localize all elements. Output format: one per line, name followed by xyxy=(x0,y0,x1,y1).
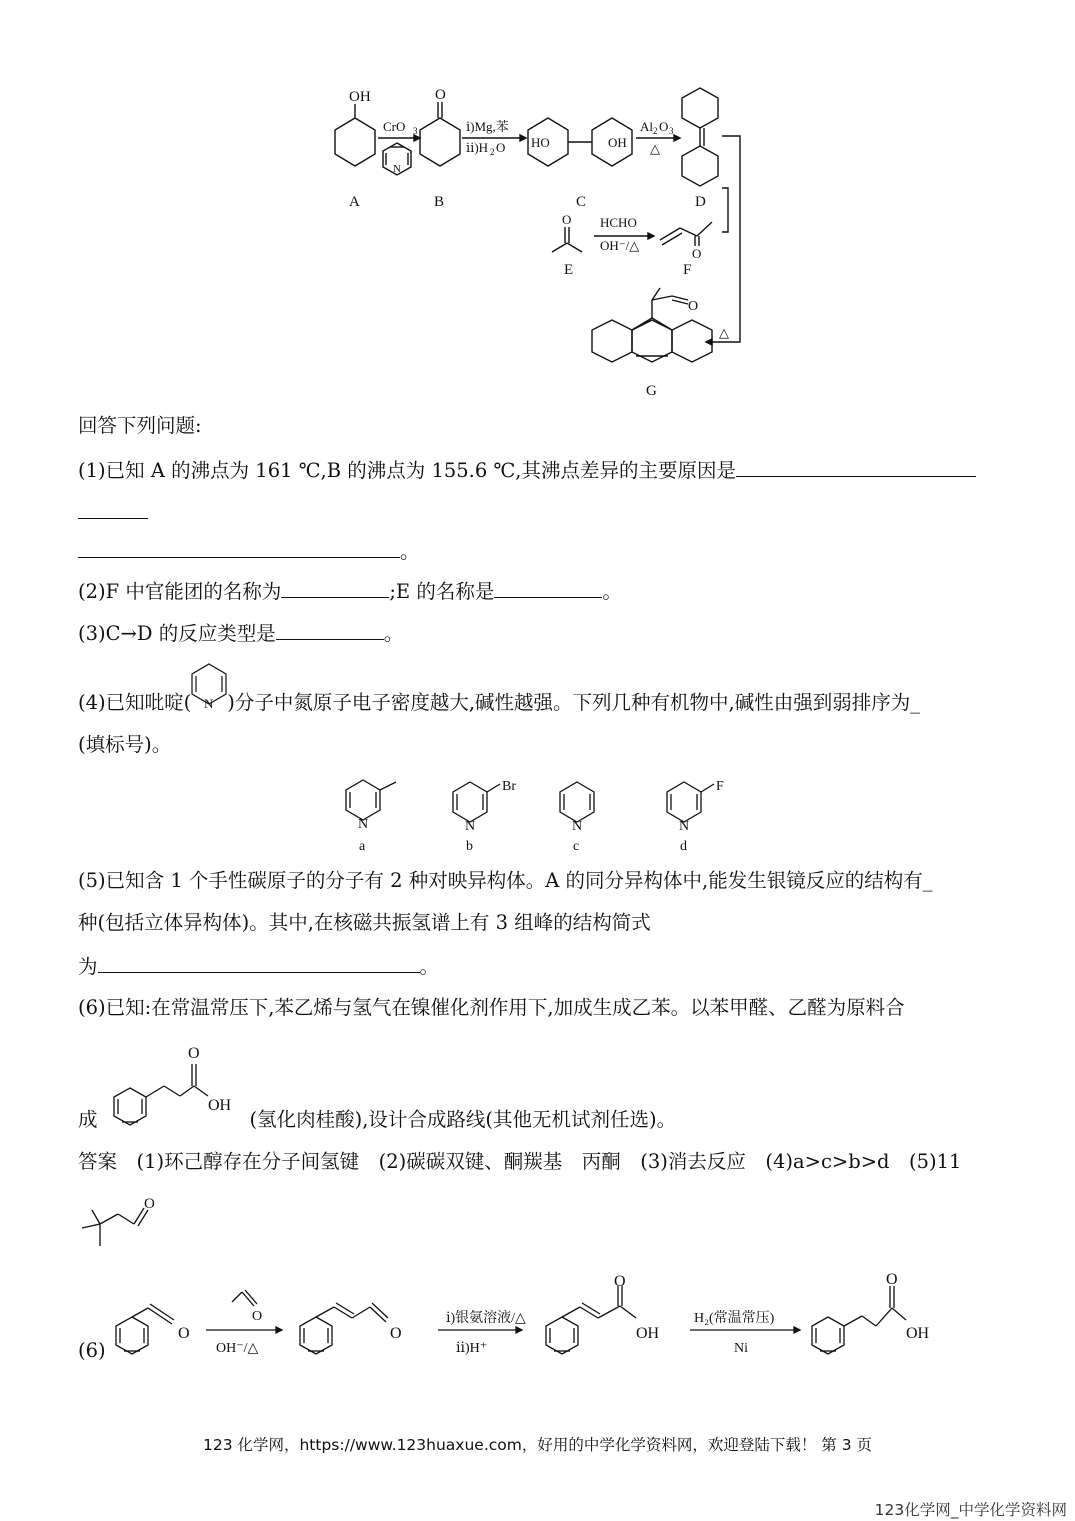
question-6: (6)已知:在常温常压下,苯乙烯与氢气在镍催化剂作用下,加成生成乙苯。以苯甲醛、乙醛为原料合 xyxy=(78,996,905,1019)
reaction-scheme xyxy=(0,0,1075,400)
svg-text:O: O xyxy=(692,246,702,261)
pyridine-icon xyxy=(186,660,232,718)
svg-text:ⅰ)银氨溶液/△: ⅰ)银氨溶液/△ xyxy=(446,1311,526,1326)
question-4-line2: (填标号)。 xyxy=(78,733,172,756)
svg-text:OH: OH xyxy=(906,1325,930,1342)
svg-text:OH: OH xyxy=(608,135,627,150)
answer-6-label: (6) xyxy=(78,1339,106,1362)
question-5: (5)已知含 1 个手性碳原子的分子有 2 种对映异构体。A 的同分异构体中,能发生银镜反应的结构有_ xyxy=(78,869,933,892)
svg-text:Al: Al xyxy=(640,119,653,134)
svg-text:O: O xyxy=(659,119,669,134)
svg-text:N: N xyxy=(393,163,401,175)
answer-line-text: 答案 (1)环己醇存在分子间氢键 (2)碳碳双键、酮羰基 丙酮 (3)消去反应 (4)a>c>b>d (5)11 xyxy=(78,1150,962,1173)
svg-text:3: 3 xyxy=(413,126,418,136)
oh-label-a: OH xyxy=(349,89,371,105)
question-5-line3: 为 。 xyxy=(78,952,439,980)
svg-text:2: 2 xyxy=(490,147,495,157)
svg-text:O: O xyxy=(178,1325,190,1342)
svg-text:O: O xyxy=(188,1045,200,1062)
question-6-line2: 成 (氢化肉桂酸),设计合成路线(其他无机试剂任选)。 xyxy=(78,1108,677,1131)
svg-text:OH⁻/△: OH⁻/△ xyxy=(600,238,640,253)
svg-text:O: O xyxy=(390,1325,402,1342)
svg-text:N: N xyxy=(679,819,690,834)
question-5-line2: 种(包括立体异构体)。其中,在核磁共振氢谱上有 3 组峰的结构简式 xyxy=(78,911,651,934)
svg-text:OH: OH xyxy=(636,1325,660,1342)
svg-text:D: D xyxy=(695,194,706,210)
svg-text:CrO: CrO xyxy=(383,119,406,134)
svg-text:B: B xyxy=(434,194,445,210)
svg-text:d: d xyxy=(680,839,687,854)
question-1-cont: 。 xyxy=(78,537,420,565)
answer-5-structure xyxy=(78,1190,168,1250)
intro: 回答下列问题: xyxy=(78,414,202,437)
svg-text:ⅱ)H: ⅱ)H xyxy=(466,140,489,155)
svg-text:a: a xyxy=(359,839,366,854)
svg-text:b: b xyxy=(466,839,473,854)
svg-text:O: O xyxy=(688,299,699,314)
svg-text:HO: HO xyxy=(531,135,550,150)
svg-text:ⅱ)H⁺: ⅱ)H⁺ xyxy=(456,1341,488,1356)
question-4: (4)已知吡啶( )分子中氮原子电子密度越大,碱性越强。下列几种有机物中,碱性由强到弱排序为_ xyxy=(78,691,920,714)
watermark: 123化学网_中学化学资料网 xyxy=(874,1501,1067,1519)
page-footer: 123 化学网，https://www.123huaxue.com，好用的中学化学资料网，欢迎登陆下载！ 第 3 页 xyxy=(202,1436,873,1454)
svg-text:3: 3 xyxy=(669,126,674,136)
svg-text:△: △ xyxy=(719,325,729,340)
svg-text:H₂(常温常压): H₂(常温常压) xyxy=(694,1311,775,1326)
pyridine-options xyxy=(320,770,740,860)
svg-text:C: C xyxy=(576,194,587,210)
question-1: (1)已知 A 的沸点为 161 ℃,B 的沸点为 155.6 ℃,其沸点差异的主要原因是 xyxy=(78,456,976,484)
svg-text:Ni: Ni xyxy=(734,1341,748,1356)
svg-text:O: O xyxy=(144,1196,155,1212)
svg-text:O: O xyxy=(562,212,572,227)
svg-text:HCHO: HCHO xyxy=(600,215,637,230)
svg-text:ⅰ)Mg,苯: ⅰ)Mg,苯 xyxy=(466,119,509,134)
svg-text:F: F xyxy=(716,779,724,794)
svg-text:△: △ xyxy=(650,141,660,156)
question-3: (3)C→D 的反应类型是 。 xyxy=(78,619,403,647)
svg-text:O: O xyxy=(496,140,506,155)
svg-text:O: O xyxy=(252,1309,263,1324)
question-2: (2)F 中官能团的名称为 ;E 的名称是 。 xyxy=(78,577,622,605)
svg-text:N: N xyxy=(572,819,583,834)
svg-text:N: N xyxy=(358,817,369,832)
svg-text:N: N xyxy=(204,696,214,711)
svg-text:G: G xyxy=(646,383,657,399)
svg-text:OH: OH xyxy=(208,1097,232,1114)
svg-text:N: N xyxy=(465,819,476,834)
svg-text:2: 2 xyxy=(653,126,658,136)
svg-text:F: F xyxy=(683,262,692,278)
svg-text:A: A xyxy=(349,194,360,210)
svg-text:c: c xyxy=(573,839,580,854)
answer-line xyxy=(78,518,148,519)
svg-text:O: O xyxy=(886,1271,898,1288)
answer-6-route xyxy=(100,1262,1000,1372)
svg-text:O: O xyxy=(614,1273,626,1290)
svg-text:E: E xyxy=(564,262,574,278)
svg-text:OH⁻/△: OH⁻/△ xyxy=(216,1341,259,1356)
svg-text:Br: Br xyxy=(502,779,516,794)
svg-text:O: O xyxy=(435,87,446,103)
